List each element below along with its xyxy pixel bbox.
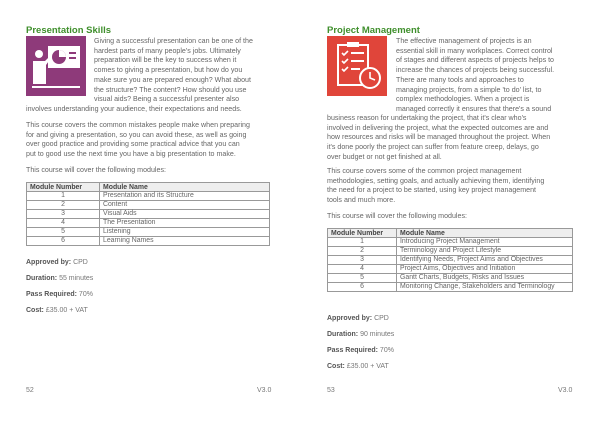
- module-name: Visual Aids: [100, 210, 270, 219]
- approved-by: Approved by: CPD: [26, 259, 88, 266]
- version-label: V3.0: [257, 387, 272, 394]
- module-number: 5: [328, 274, 397, 283]
- table-row: [328, 274, 573, 283]
- column-header: Module Number: [27, 183, 100, 192]
- page-right: [300, 0, 600, 425]
- module-name: Listening: [100, 228, 270, 237]
- module-number: 2: [328, 247, 397, 256]
- module-name: The Presentation: [100, 219, 270, 228]
- module-name: Terminology and Project Lifestyle: [397, 247, 573, 256]
- module-number: 6: [328, 283, 397, 292]
- modules-intro: This course will cover the following modules:: [327, 212, 467, 220]
- version-label: V3.0: [558, 387, 573, 394]
- duration: Duration: 55 minutes: [26, 275, 94, 282]
- table-row: [27, 237, 270, 246]
- modules-table: [26, 182, 270, 246]
- module-number: 6: [27, 237, 100, 246]
- module-number: 4: [27, 219, 100, 228]
- table-row: [328, 247, 573, 256]
- module-number: 1: [328, 238, 397, 247]
- table-row: [328, 283, 573, 292]
- table-header-row: [27, 183, 270, 192]
- module-number: 4: [328, 265, 397, 274]
- page-number: 53: [327, 387, 335, 394]
- module-number: 3: [27, 210, 100, 219]
- modules-intro: This course will cover the following modules:: [26, 166, 166, 174]
- table-header-row: [328, 229, 573, 238]
- intro-continuation: business reason for undertaking the project, that it's clear who's involved in delivering the project, what the expected outcomes are and how resources and risks will be managed throughout the project. When it's done poorly the project can suffer from feature creep, delays, go over budget or not get finished at all.: [327, 114, 551, 161]
- table-row: [328, 265, 573, 274]
- page-title: Project Management: [327, 25, 420, 36]
- cost: Cost: £35.00 + VAT: [327, 363, 389, 370]
- approved-by: Approved by: CPD: [327, 315, 389, 322]
- column-header: Module Number: [328, 229, 397, 238]
- presentation-icon: [26, 36, 86, 96]
- table-row: [27, 210, 270, 219]
- course-description: This course covers some of the common project management methodologies, setting goals, and actually achieving them, identifying the need for a project to be started, using key project management tools and much more.: [327, 167, 545, 205]
- module-number: 1: [27, 192, 100, 201]
- intro-text: The effective management of projects is an essential skill in many workplaces. Correct control of stages and different aspects of projects helps to increase the chances of projects being successful. There are many tools and approaches to managing projects, from a simple 'to do' list, to complex methodologies. When a project is managed correctly it ensures that there's a sound: [396, 37, 555, 113]
- modules-table: [327, 228, 573, 292]
- module-number: 5: [27, 228, 100, 237]
- pass-required: Pass Required: 70%: [26, 291, 93, 298]
- duration: Duration: 90 minutes: [327, 331, 395, 338]
- module-name: Gantt Charts, Budgets, Risks and Issues: [397, 274, 573, 283]
- intro-text: Giving a successful presentation can be one of the hardest parts of many people's jobs. Ultimately preparation will be the key to success when it comes to giving a presentation, but how do you make sure you are prepared enough? What about the structure? The content? How should you use visual aids? Being a successful presenter also: [94, 37, 253, 104]
- page-number: 52: [26, 387, 34, 394]
- module-name: Project Aims, Objectives and Initiation: [397, 265, 573, 274]
- table-row: [328, 256, 573, 265]
- column-header: Module Name: [100, 183, 270, 192]
- table-row: [27, 192, 270, 201]
- module-name: Monitoring Change, Stakeholders and Terminology: [397, 283, 573, 292]
- cost: Cost: £35.00 + VAT: [26, 307, 88, 314]
- module-name: Presentation and its Structure: [100, 192, 270, 201]
- module-number: 3: [328, 256, 397, 265]
- module-name: Learning Names: [100, 237, 270, 246]
- pass-required: Pass Required: 70%: [327, 347, 394, 354]
- page-title: Presentation Skills: [26, 25, 112, 36]
- column-header: Module Name: [397, 229, 573, 238]
- intro-continuation: involves understanding your audience, their expectations and needs.: [26, 105, 242, 113]
- module-name: Content: [100, 201, 270, 210]
- module-name: Introducing Project Management: [397, 238, 573, 247]
- module-name: Identifying Needs, Project Aims and Objectives: [397, 256, 573, 265]
- module-number: 2: [27, 201, 100, 210]
- course-description: This course covers the common mistakes people make when preparing for and giving a presentation, so you can avoid these, as well as going over good practice and providing some practical advice that you can put to good use the next time you have a big presentation to make.: [26, 121, 250, 159]
- table-row: [328, 238, 573, 247]
- table-row: [27, 228, 270, 237]
- table-row: [27, 201, 270, 210]
- table-row: [27, 219, 270, 228]
- checklist-clock-icon: [327, 36, 387, 96]
